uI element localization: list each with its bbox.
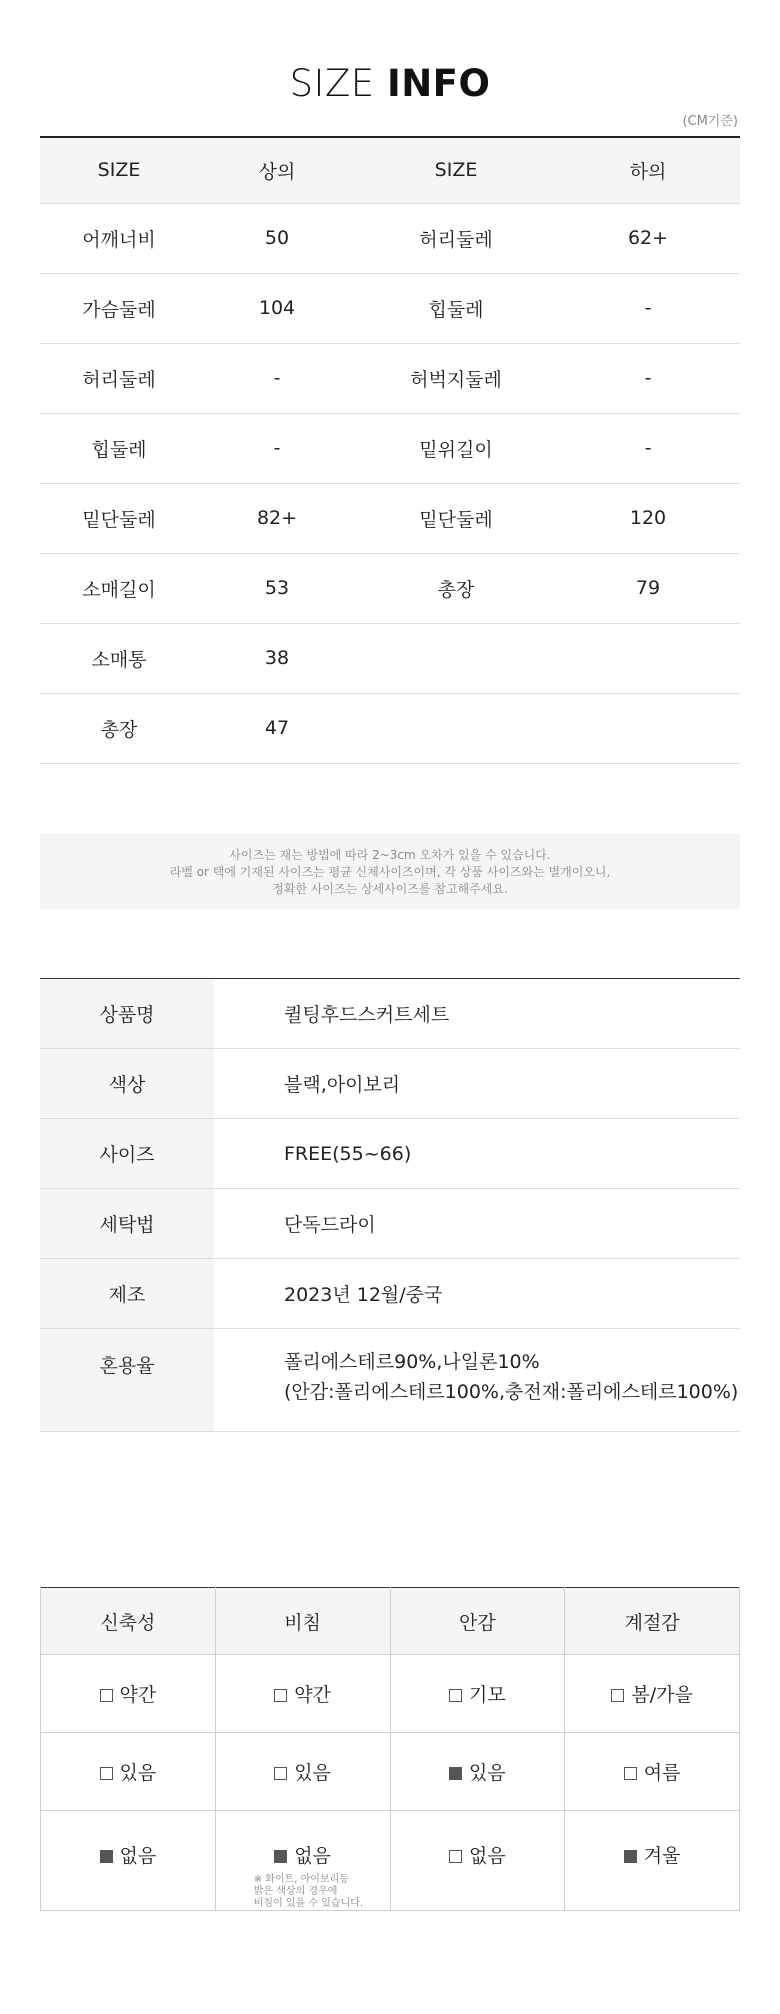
size-cell: [556, 623, 740, 693]
size-cell: [356, 693, 556, 763]
option-label: 없음: [469, 1845, 506, 1867]
info-value: 단독드라이: [214, 1189, 740, 1259]
size-notice: [40, 834, 740, 909]
size-cell: 힙둘레: [356, 273, 556, 343]
size-cell: 82+: [198, 483, 356, 553]
table-row: [41, 1811, 740, 1911]
checkbox-icon: [100, 1689, 113, 1702]
size-cell: 53: [198, 553, 356, 623]
option-label: 여름: [643, 1762, 681, 1784]
option-label: 약간: [294, 1684, 331, 1706]
size-cell: 120: [556, 483, 740, 553]
size-cell: -: [198, 413, 356, 483]
size-cell: 79: [556, 553, 740, 623]
feature-header-stretch: 신축성: [41, 1588, 216, 1655]
table-row: [41, 1655, 740, 1733]
sheer-note-line: ※ 화이트, 아이보리등: [253, 1874, 349, 1885]
table-row: [40, 203, 740, 273]
table-row: [40, 693, 740, 763]
sheer-note-line: 비침이 있을 수 있습니다.: [253, 1898, 364, 1909]
size-cell: 밑단둘레: [356, 483, 556, 553]
size-cell: 38: [198, 623, 356, 693]
size-cell: 104: [198, 273, 356, 343]
size-header-bottom-size: SIZE: [356, 137, 556, 203]
feature-option: [565, 1655, 740, 1733]
notice-line: 사이즈는 재는 방법에 따라 2~3cm 오차가 있을 수 있습니다.: [229, 848, 551, 862]
checkbox-icon: [100, 1850, 113, 1863]
size-cell: -: [198, 343, 356, 413]
size-cell: 밑단둘레: [40, 483, 198, 553]
option-label: 봄/가을: [631, 1684, 693, 1706]
table-row: [40, 1049, 740, 1119]
table-row: [40, 1329, 740, 1432]
size-cell: -: [556, 273, 740, 343]
size-cell: 47: [198, 693, 356, 763]
info-value: 블랙,아이보리: [214, 1049, 740, 1119]
checkbox-icon: [611, 1689, 624, 1702]
feature-header-season: 계절감: [565, 1588, 740, 1655]
size-cell: 허리둘레: [40, 343, 198, 413]
feature-option: [390, 1655, 565, 1733]
feature-option: [565, 1733, 740, 1811]
feature-option: [390, 1733, 565, 1811]
size-cell: 밑위길이: [356, 413, 556, 483]
feature-header-sheer: 비침: [215, 1588, 390, 1655]
feature-option: [565, 1811, 740, 1911]
feature-option: [41, 1811, 216, 1911]
checkbox-icon: [274, 1767, 287, 1780]
checkbox-icon: [449, 1850, 462, 1863]
option-label: 겨울: [643, 1845, 681, 1867]
feature-option: [215, 1655, 390, 1733]
size-cell: 허벅지둘레: [356, 343, 556, 413]
size-cell: 가슴둘레: [40, 273, 198, 343]
info-label: 제조: [40, 1259, 214, 1329]
info-value: [214, 1329, 740, 1432]
table-row: [40, 553, 740, 623]
title-info-word: INFO: [386, 62, 491, 105]
size-header-bottom: 하의: [556, 137, 740, 203]
checkbox-icon: [274, 1689, 287, 1702]
info-label: 사이즈: [40, 1119, 214, 1189]
table-row: [40, 1189, 740, 1259]
size-cell: -: [556, 413, 740, 483]
checkbox-icon: [100, 1767, 113, 1780]
checkbox-icon: [449, 1689, 462, 1702]
size-table: [40, 136, 740, 764]
table-row: [40, 483, 740, 553]
size-table-header-row: [40, 137, 740, 203]
table-row: [41, 1733, 740, 1811]
size-cell: 힙둘레: [40, 413, 198, 483]
table-row: [40, 1259, 740, 1329]
option-label: 있음: [119, 1762, 157, 1784]
product-info-table: [40, 978, 740, 1432]
size-header-top: 상의: [198, 137, 356, 203]
table-row: [40, 623, 740, 693]
unit-note: (CM기준): [682, 114, 738, 129]
info-label: 색상: [40, 1049, 214, 1119]
title-size-word: SIZE: [289, 62, 387, 105]
table-row: [40, 1119, 740, 1189]
size-cell: [556, 693, 740, 763]
feature-header-row: [41, 1588, 740, 1655]
size-info-title: [0, 62, 780, 105]
feature-option: [41, 1655, 216, 1733]
option-label: 없음: [294, 1845, 331, 1867]
option-label: 있음: [294, 1762, 331, 1784]
size-cell: -: [556, 343, 740, 413]
size-header-top-size: SIZE: [40, 137, 198, 203]
size-cell: 소매길이: [40, 553, 198, 623]
size-cell: 어깨너비: [40, 203, 198, 273]
info-label: 상품명: [40, 979, 214, 1049]
notice-line: 라벨 or 택에 기재된 사이즈는 평균 신체사이즈이며, 각 상품 사이즈와는 별개이오니,: [169, 865, 611, 879]
info-label: 세탁법: [40, 1189, 214, 1259]
material-line: 폴리에스테르90%,나일론10%: [284, 1351, 540, 1373]
option-label: 없음: [119, 1845, 157, 1867]
size-cell: [356, 623, 556, 693]
feature-option: [390, 1811, 565, 1911]
size-cell: 총장: [40, 693, 198, 763]
table-row: [40, 413, 740, 483]
option-label: 있음: [469, 1762, 506, 1784]
checkbox-icon: [624, 1767, 637, 1780]
notice-line: 정확한 사이즈는 상세사이즈를 참고해주세요.: [272, 882, 508, 896]
info-value: 2023년 12월/중국: [214, 1259, 740, 1329]
size-cell: 62+: [556, 203, 740, 273]
feature-option: [41, 1733, 216, 1811]
checkbox-icon: [624, 1850, 637, 1863]
sheer-note-line: 밝은 색상의 경우에: [253, 1886, 338, 1897]
size-cell: 소매통: [40, 623, 198, 693]
size-cell: 총장: [356, 553, 556, 623]
info-label: 혼용율: [40, 1329, 214, 1432]
option-label: 약간: [119, 1684, 157, 1706]
table-row: [40, 343, 740, 413]
info-value: 퀼팅후드스커트세트: [214, 979, 740, 1049]
size-cell: 50: [198, 203, 356, 273]
checkbox-icon: [449, 1767, 462, 1780]
table-row: [40, 979, 740, 1049]
material-line: (안감:폴리에스테르100%,충전재:폴리에스테르100%): [284, 1381, 739, 1403]
checkbox-icon: [274, 1850, 287, 1863]
size-cell: 허리둘레: [356, 203, 556, 273]
feature-header-lining: 안감: [390, 1588, 565, 1655]
feature-table: [40, 1587, 740, 1911]
feature-option: [215, 1811, 390, 1911]
sheer-note: [254, 1874, 390, 1910]
info-value: FREE(55~66): [214, 1119, 740, 1189]
table-row: [40, 273, 740, 343]
option-label: 기모: [469, 1684, 506, 1706]
feature-option: [215, 1733, 390, 1811]
